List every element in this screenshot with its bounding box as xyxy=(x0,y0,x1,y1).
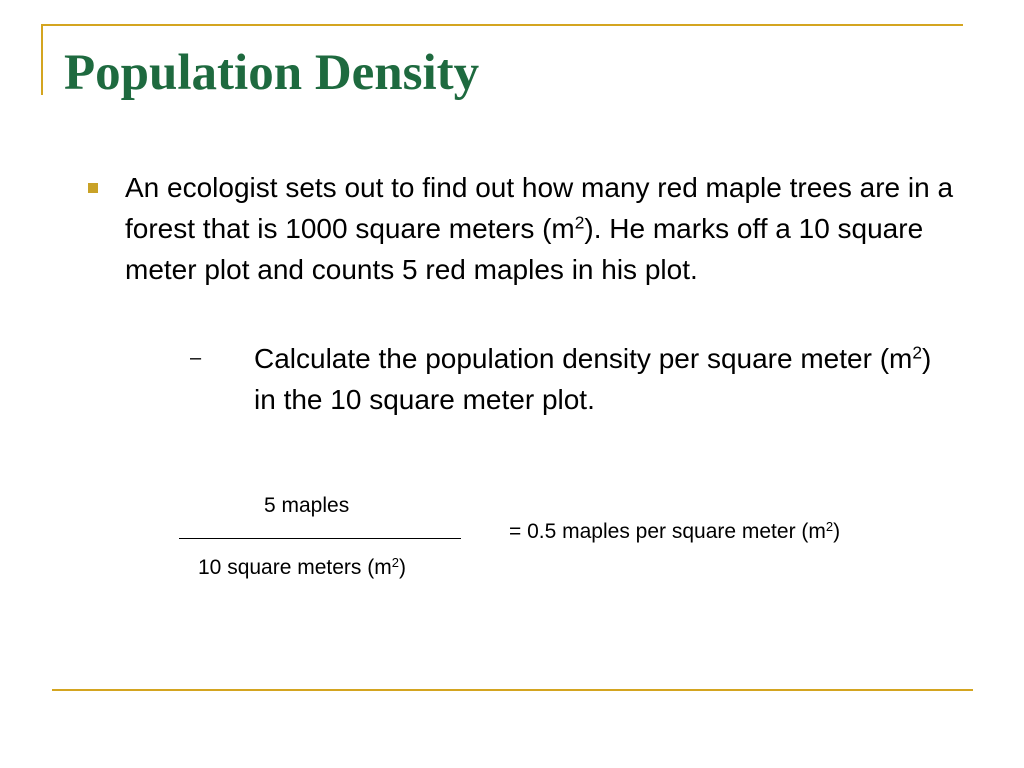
superscript: 2 xyxy=(825,518,834,534)
subbullet-text xyxy=(254,338,944,420)
decorative-bottom-line xyxy=(52,689,973,691)
dash-bullet-icon: – xyxy=(190,347,202,369)
calculation-result xyxy=(509,520,840,544)
fraction-denominator-part: 10 square meters (m xyxy=(198,556,392,579)
fraction-denominator xyxy=(198,556,406,580)
superscript: 2 xyxy=(391,554,399,570)
result-part: = 0.5 maples per square meter (m xyxy=(509,520,826,543)
superscript: 2 xyxy=(912,342,923,363)
bullet-text xyxy=(125,167,955,290)
subbullet-text-part: Calculate the population density per square meter (m xyxy=(254,343,913,374)
bullet-text-part: ). He marks off a 10 square meter plot and counts 5 red maples in his plot. xyxy=(125,213,924,285)
slide-title: Population Density xyxy=(64,45,480,101)
fraction-denominator-part: ) xyxy=(399,556,406,579)
bullet-text-part: An ecologist sets out to find out how many red maple trees are in a forest that is 1000 square meters (m xyxy=(125,172,954,244)
result-part: ) xyxy=(833,520,841,543)
square-bullet-icon xyxy=(88,183,98,193)
subbullet-text-part: ) in the 10 square meter plot. xyxy=(254,343,932,415)
decorative-vertical-line xyxy=(41,24,43,95)
superscript: 2 xyxy=(574,212,585,233)
decorative-top-line xyxy=(41,24,963,26)
fraction-bar xyxy=(179,538,461,539)
fraction-numerator: 5 maples xyxy=(264,494,350,517)
